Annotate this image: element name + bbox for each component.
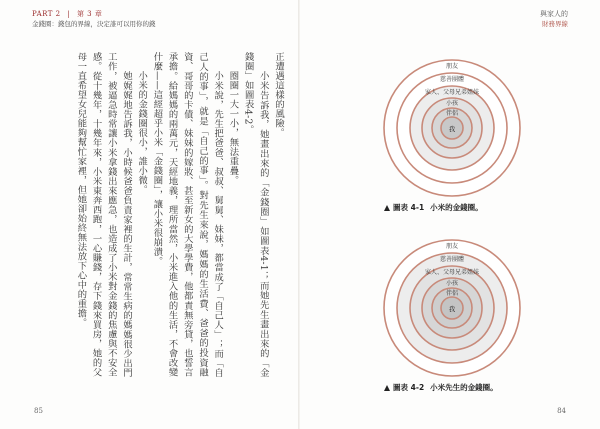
ring-label: 朋友 bbox=[445, 243, 459, 250]
figure-title: 小米的金錢圈。 bbox=[430, 203, 483, 212]
page-number-left: 85 bbox=[34, 407, 43, 415]
figure-label: 圖表 4-1 bbox=[393, 203, 425, 212]
figure-title: 小米先生的金錢圈。 bbox=[430, 383, 498, 392]
right-page bbox=[300, 0, 600, 429]
figure-label: 圖表 4-2 bbox=[393, 383, 425, 392]
ring-label: 我 bbox=[448, 125, 456, 133]
chapter-subtitle: 金錢圈：錢包的界線，決定誰可以用你的錢 bbox=[32, 20, 156, 28]
chapter-label: 第 3 章 bbox=[76, 10, 103, 18]
paragraph-6: 她娓娓地告訴我，小時候爸爸負責家裡的生計，常常生病的媽媽很少出門工作，被逼急時常讓小米拿錢出來應急，也造成了小米對金錢的焦慮與不安全感。從十幾年，十幾年來，小米東奔西跑，一心賺錢，存下錢來買房，她的父母一直希望女兒能夠幫忙家裡，但她卻始終無法放下心中的重擔。 bbox=[75, 52, 132, 377]
figure-4-2-caption bbox=[384, 382, 498, 393]
ring-label: 伴侶 bbox=[445, 110, 459, 117]
ring-label: 慈善團體 bbox=[439, 76, 465, 83]
paragraph-3: 圈圈一大一小，無法重疊。 bbox=[227, 70, 239, 185]
body-text bbox=[73, 52, 286, 377]
ring-label: 家人、父母兄弟姐妹 bbox=[424, 89, 480, 96]
figure-4-1-caption bbox=[384, 202, 483, 213]
paragraph-4: 小米說，先生把爸爸、叔叔、舅舅、妹妹，都當成了「自己人」；而「自己人的事」，就是「自己的事」。對先生來說，媽媽的生活費、爸爸的投資融資、哥哥的卡債、妹妹的嫁妝、甚至新女的大學學費，他都責無旁貸，也誓言承擔。給媽媽的兩萬元，天經地義，理所當然，小米進入他的生活，不會改變什麼——這經超乎小米「金錢圈」，讓小米很崩潰。 bbox=[151, 52, 224, 377]
ring-label: 朋友 bbox=[445, 63, 459, 70]
paragraph-2: 小米告訴我，她畫出來的「金錢圈」如圖表4-1；而她先生畫出來的「金錢圈」如圖表4-2。 bbox=[242, 52, 269, 377]
triangle-icon bbox=[384, 385, 390, 391]
running-head-title: 與家人的 bbox=[540, 10, 568, 18]
ring-label: 小孩 bbox=[445, 280, 459, 287]
page-number-right: 84 bbox=[557, 407, 566, 415]
paragraph-1: 正遭遇這樣的風險。 bbox=[273, 52, 284, 138]
triangle-icon bbox=[384, 205, 390, 211]
figure-4-1-diagram bbox=[382, 58, 522, 198]
running-head-subtitle: 財務界線 bbox=[542, 20, 568, 28]
paragraph-5: 小米的金錢圈很小，誰小微。 bbox=[136, 70, 148, 195]
part-label: PART 2 bbox=[32, 10, 61, 18]
ring-label: 我 bbox=[448, 305, 456, 313]
ring-label: 慈善團體 bbox=[439, 256, 465, 263]
figure-4-2-diagram bbox=[382, 238, 522, 378]
chapter-header: PART 2 | 第 3 章 bbox=[32, 10, 103, 18]
ring-label: 家人、父母兄弟姐妹 bbox=[424, 269, 480, 276]
ring-label: 小孩 bbox=[445, 100, 459, 107]
ring-label: 伴侶 bbox=[445, 290, 459, 297]
